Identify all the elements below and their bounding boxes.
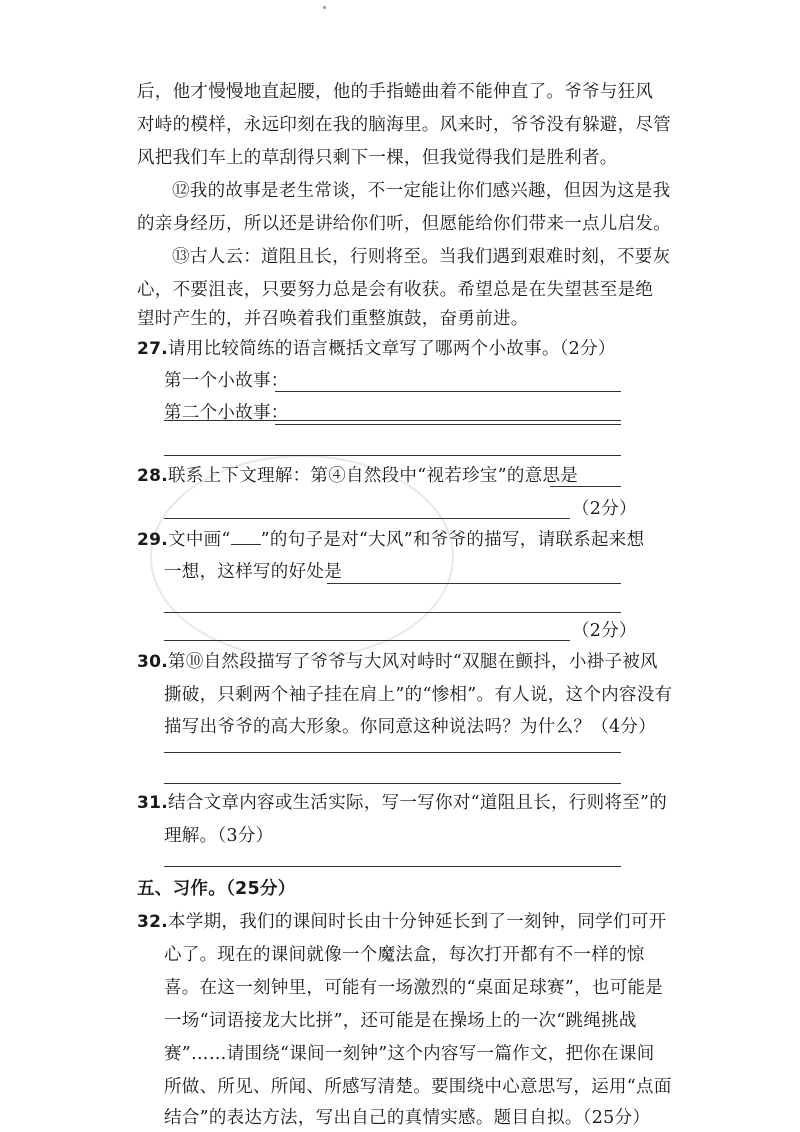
question-text: 心了。现在的课间就像一个魔法盒，每次打开都有不一样的惊 xyxy=(164,945,645,965)
question-text: 一场“词语接龙大比拼”，还可能是在操场上的一次“跳绳挑战 xyxy=(164,1011,637,1031)
passage-line: ⑬古人云：道阻且长，行则将至。当我们遇到艰难时刻，不要灰 xyxy=(172,247,671,267)
question-text: 第⑩自然段描写了爷爷与大风对峙时“双腿在颤抖，小褂子被风 xyxy=(168,652,658,672)
question-30 xyxy=(137,650,658,674)
score-label: （2分） xyxy=(572,621,637,641)
question-text: 结合”的表达方法，写出自己的真情实感。题目自拟。（25分） xyxy=(164,1108,651,1128)
underline-sample xyxy=(231,543,261,545)
question-text: 本学期，我们的课间时长由十分钟延长到了一刻钟，同学们可开 xyxy=(168,912,667,932)
answer-blank[interactable] xyxy=(164,752,621,753)
question-27 xyxy=(137,337,616,361)
score-label: （2分） xyxy=(572,499,637,519)
passage-line: 风把我们车上的草刮得只剩下一棵，但我觉得我们是胜利者。 xyxy=(137,148,618,168)
question-text: 请用比较简练的语言概括文章写了哪两个小故事。（2分） xyxy=(168,339,616,359)
answer-blank[interactable] xyxy=(164,455,621,456)
question-number: 29. xyxy=(137,530,169,550)
question-text: 结合文章内容或生活实际，写一写你对“道阻且长，行则将至”的 xyxy=(168,793,668,813)
question-number: 28. xyxy=(137,466,169,486)
section-title: 五、习作。（25分） xyxy=(137,879,296,899)
question-32 xyxy=(137,910,666,934)
question-text: 喜。在这一刻钟里，可能有一场激烈的“桌面足球赛”，也可能是 xyxy=(164,978,664,998)
question-text: 描写出爷爷的高大形象。你同意这种说法吗？为什么？（4分） xyxy=(164,717,657,737)
passage-line: 望时产生的，并召唤着我们重整旗鼓，奋勇前进。 xyxy=(137,309,529,329)
answer-blank[interactable] xyxy=(327,583,621,584)
question-text: ”的句子是对“大风”和爷爷的描写，请联系起来想 xyxy=(260,530,645,550)
scan-mark xyxy=(323,6,326,9)
passage-line: 的亲身经历，所以还是讲给你们听，但愿能给你们带来一点儿启发。 xyxy=(137,214,671,234)
passage-line: 心，不要沮丧，只要努力总是会有收获。希望总是在失望甚至是绝 xyxy=(137,280,654,300)
question-text: 理解。（3分） xyxy=(164,826,274,846)
question-text: 一想，这样写的好处是 xyxy=(164,562,342,582)
answer-blank[interactable] xyxy=(275,424,621,425)
question-text: 所做、所见、所闻、所感写清楚。要围绕中心意思写，运用“点面 xyxy=(164,1077,672,1097)
passage-line: 对峙的模样，永远印刻在我的脑海里。风来时，爷爷没有躲避，尽管 xyxy=(137,115,671,135)
passage-line: 后，他才慢慢地直起腰，他的手指蜷曲着不能伸直了。爷爷与狂风 xyxy=(137,82,654,102)
answer-blank[interactable] xyxy=(164,866,621,867)
answer-blank[interactable] xyxy=(164,612,621,613)
passage-line: ⑫我的故事是老生常谈，不一定能让你们感兴趣，但因为这是我 xyxy=(172,181,671,201)
answer-blank[interactable] xyxy=(275,391,621,392)
question-31 xyxy=(137,791,667,815)
question-text: 撕破，只剩两个袖子挂在肩上”的“惨相”。有人说，这个内容没有 xyxy=(164,685,673,705)
answer-blank[interactable] xyxy=(164,640,570,641)
question-text: 联系上下文理解：第④自然段中“视若珍宝”的意思是 xyxy=(168,466,579,486)
question-number: 30. xyxy=(137,652,169,672)
question-29 xyxy=(137,528,644,552)
question-text: 赛”……请围绕“课间一刻钟”这个内容写一篇作文，把你在课间 xyxy=(164,1044,655,1064)
story1-label: 第一个小故事： xyxy=(164,371,289,391)
question-28 xyxy=(137,464,578,488)
story2-label: 第二个小故事： xyxy=(164,403,289,423)
question-number: 32. xyxy=(137,912,169,932)
question-number: 27. xyxy=(137,339,169,359)
answer-blank[interactable] xyxy=(164,783,621,784)
answer-blank[interactable] xyxy=(550,486,621,487)
answer-blank[interactable] xyxy=(164,518,570,519)
question-number: 31. xyxy=(137,793,169,813)
question-text: 文中画“ xyxy=(168,530,231,550)
